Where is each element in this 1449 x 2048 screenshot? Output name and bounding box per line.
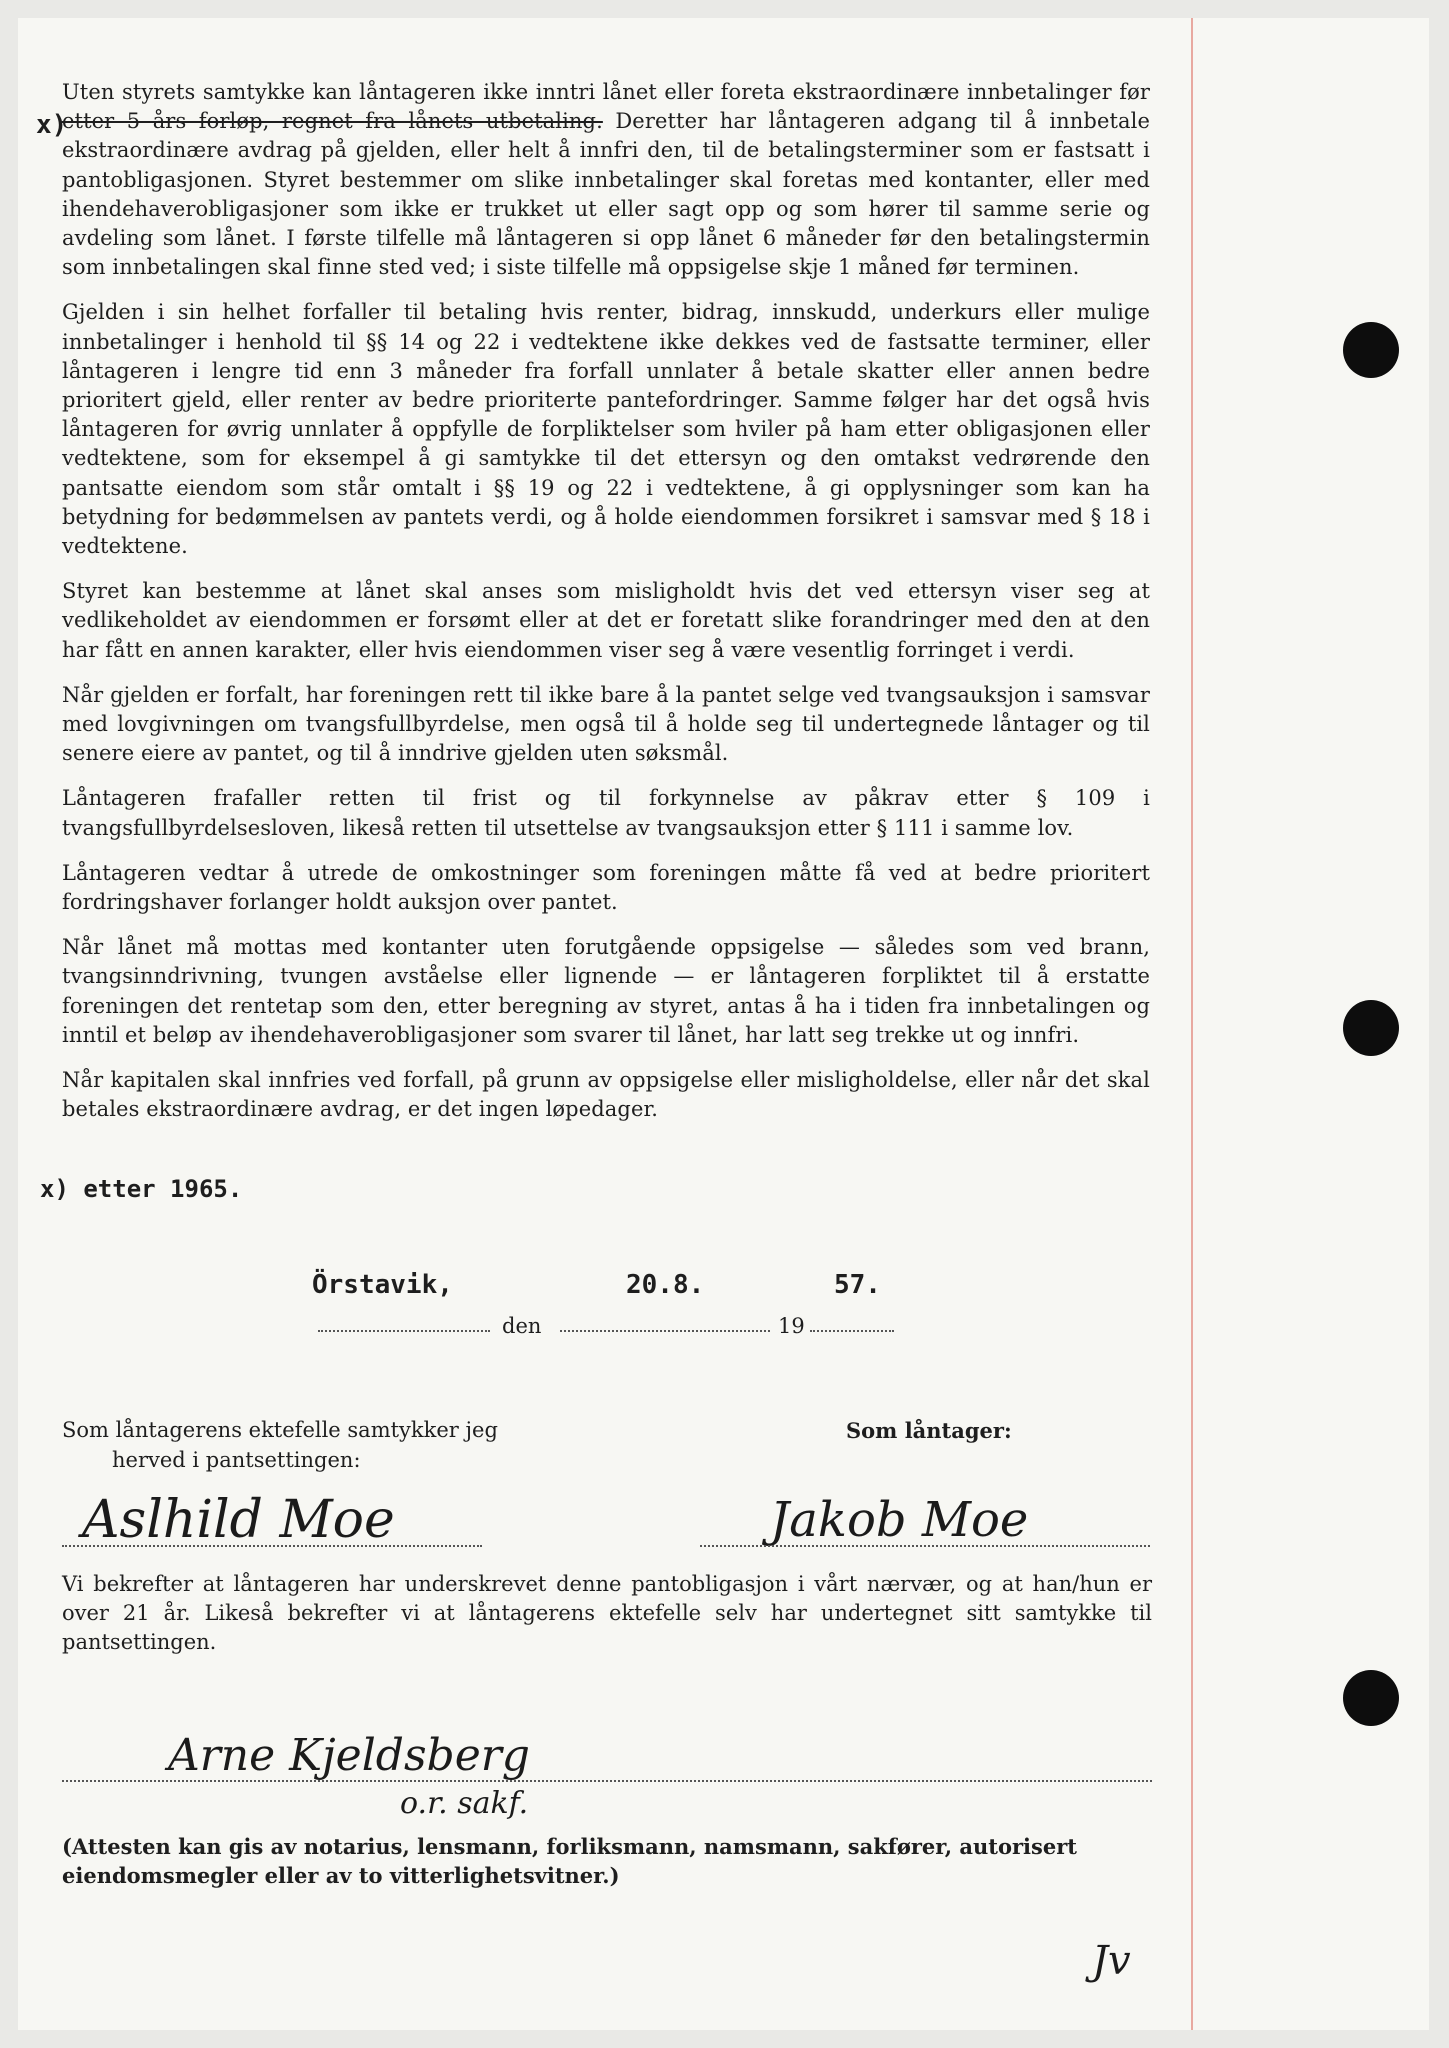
signature-line — [700, 1545, 1150, 1547]
witness-title: o.r. sakf. — [400, 1786, 529, 1821]
signature-line — [62, 1545, 482, 1547]
spouse-consent-label: herved i pantsettingen: — [112, 1448, 361, 1472]
dotted-line — [560, 1330, 770, 1332]
paragraph-interest-loss: Når lånet må mottas med kontanter uten forutgående oppsigelse — således som ved brann, tvangsinndrivning, tvungen avståelse eller lignende — er låntageren forpliktet til å erstatte foreningen det rentetap som den, etter beregning av styret, antas å ha i tiden fra innbetalingen og inntil et beløp av ihendehaverobligasjoner som svarer til lånet, har latt seg trekke ut og innfri. — [62, 935, 1150, 1047]
dotted-line — [318, 1330, 490, 1332]
punch-hole — [1343, 1000, 1399, 1056]
terms-text — [62, 78, 1150, 1141]
initials: Jv — [1092, 1938, 1131, 1984]
spouse-consent-label: Som låntagerens ektefelle samtykker jeg — [62, 1418, 498, 1442]
witness-statement: Vi bekrefter at låntageren har underskrevet denne pantobligasjon i vårt nærvær, og at han/hun er over 21 år. Likeså bekrefter vi at låntagerens ektefelle selv har undertegnet sitt samtykke til pantsettingen. — [62, 1572, 1152, 1654]
paragraph-prepayment: Uten styrets samtykke kan låntageren ikke inntri lånet eller foreta ekstraordinære innbetalinger før etter 5 års forløp, regnet fra lånets utbetaling. Deretter har låntageren adgang til å innbetale ekstraordinære avdrag på gjelden, eller helt å innfri den, til de betalingsterminer som er fastsatt i pantobligasjonen. Styret bestemmer om slike innbetalinger skal foretas med kontanter, eller med ihendehaverobligasjoner som ikke er trukket ut eller sagt opp og som hører til samme serie og avdeling som lånet. I første tilfelle må låntageren si opp lånet 6 måneder før den betalingstermin som innbetalingen skal finne sted ved; i siste tilfelle må oppsigelse skje 1 måned før terminen. — [62, 80, 1151, 280]
witness-signature: Arne Kjeldsberg — [168, 1730, 530, 1781]
margin-rule — [1191, 18, 1193, 2030]
borrower-signature: Jakob Moe — [770, 1492, 1029, 1548]
attestation-note: (Attesten kan gis av notarius, lensmann, forliksmann, namsmann, sakfører, autorisert eiendomsmegler eller av to vitterlighetsvitner.) — [62, 1834, 1077, 1888]
paragraph-enforcement: Når gjelden er forfalt, har foreningen rett til ikke bare å la pantet selge ved tvangsauksjon i samsvar med lovgivningen om tvangsfullbyrdelse, men også til å holde seg til undertegnede låntager og til senere eiere av pantet, og til å inndrive gjelden uten søksmål. — [62, 682, 1150, 766]
punch-hole — [1343, 1670, 1399, 1726]
typed-note: x) etter 1965. — [40, 1175, 243, 1203]
place: Örstavik, — [312, 1270, 453, 1300]
paragraph-redemption: Når kapitalen skal innfries ved forfall, på grunn av oppsigelse eller misligholdelse, eller når det skal betales ekstraordinære avdrag, er det ingen løpedager. — [62, 1068, 1150, 1122]
signature-line — [62, 1780, 1152, 1782]
den-label: den — [502, 1314, 542, 1338]
paragraph-inspection: Styret kan bestemme at lånet skal anses som misligholdt hvis det ved ettersyn viser seg at vedlikeholdet av eiendommen er forsømt eller at det er foretatt slike forandringer med den at den har fått en annen karakter, eller hvis eiendommen viser seg å være vesentlig forringet i verdi. — [62, 579, 1150, 662]
century-label: 19 — [778, 1314, 805, 1338]
borrower-label: Som låntager: — [846, 1418, 1012, 1443]
struck-clause: etter 5 års forløp, regnet fra lånets utbetaling. — [62, 109, 603, 134]
date: 20.8. — [626, 1270, 705, 1300]
spouse-signature: Aslhild Moe — [82, 1490, 395, 1550]
paragraph-default: Gjelden i sin helhet forfaller til betaling hvis renter, bidrag, innskudd, underkurs eller mulige innbetalinger i henhold til §§ 14 og 22 i vedtektene ikke dekkes ved de fastsatte terminer, eller låntageren i lengre tid enn 3 måneder fra forfall unnlater å betale skatter eller annen bedre prioritert gjeld, eller renter av bedre prioriterte pantefordringer. Samme følger har det også hvis låntageren for øvrig unnlater å oppfylle de forpliktelser som hviler på ham etter obligasjonen eller vedtektene, som for eksempel å gi samtykke til det ettersyn og den omtakst vedrørende den pantsatte eiendom som står omtalt i §§ 19 og 22 i vedtektene, å gi opplysninger som kan ha betydning for bedømmelsen av pantets verdi, og å holde eiendommen forsikret i samsvar med § 18 i vedtektene. — [62, 300, 1150, 559]
paragraph-costs: Låntageren vedtar å utrede de omkostninger som foreningen måtte få ved at bedre prioritert fordringshaver forlanger holdt auksjon over pantet. — [62, 860, 1150, 915]
punch-hole — [1343, 322, 1399, 378]
dotted-line — [810, 1330, 894, 1332]
paragraph-waiver: Låntageren frafaller retten til frist og til forkynnelse av påkrav etter § 109 i tvangsfullbyrdelsesloven, likeså retten til utsettelse av tvangsauksjon etter § 111 i samme lov. — [62, 786, 1150, 840]
year: 57. — [834, 1270, 881, 1300]
insertion-mark: x) — [36, 110, 68, 140]
